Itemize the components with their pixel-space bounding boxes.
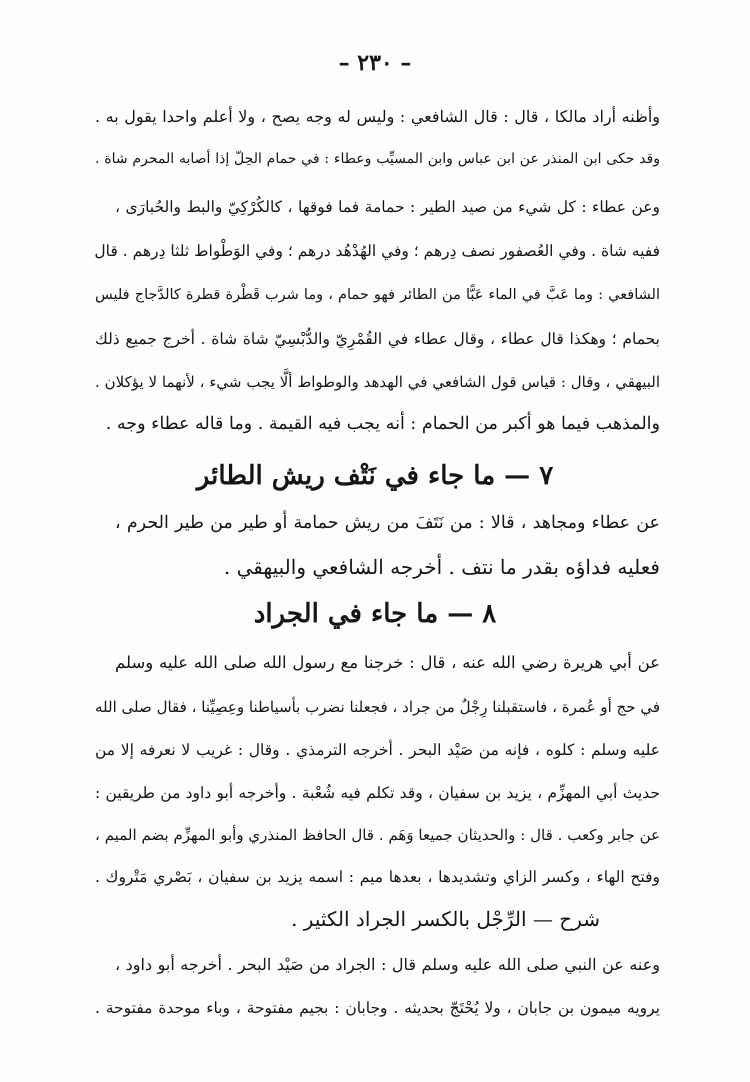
text-line: وعنه عن النبي صلى الله عليه وسلم قال : الجراد من صَيْد البحر . أخرجه أبو داود ، bbox=[115, 955, 661, 974]
text-line: يرويه ميمون بن جابان ، ولا يُحْتَجّ بحديثه . وجابان : بجيم مفتوحة ، وباء موحدة مفتوحة . bbox=[95, 999, 660, 1017]
text-line: عن عطاء ومجاهد ، قالا : من نَتَفَ من ريش حمامة أو طير من طير الحرم ، bbox=[115, 513, 660, 533]
text-line: وفتح الهاء ، وكسر الزاي وتشديدها ، بعدها ميم : اسمه يزيد بن سفيان ، بَصْري مَتْروك . bbox=[95, 868, 660, 886]
text-line: البيهقي ، وقال : قياس قول الشافعي في الهدهد والوطواط ألَّا يجب شيء ، لأنهما لا يؤكلان . bbox=[95, 373, 660, 391]
text-line: وعن عطاء : كل شيء من صيد الطير : حمامة فما فوقها ، كالكُرْكِيّ والبط والحُبارَى ، bbox=[115, 198, 660, 216]
text-line: فعليه فداؤه بقدر ما نتف . أخرجه الشافعي والبيهقي . bbox=[223, 555, 660, 579]
text-line: حديث أبي المهزِّم ، يزيد بن سفيان ، وقد تكلم فيه شُعْبة . وأخرجه أبو داود من طريقين : bbox=[95, 784, 660, 802]
section-heading: ٨ — ما جاء في الجراد bbox=[253, 599, 497, 629]
text-line: بحمام ؛ وهكذا قال عطاء ، وقال عطاء في القُمْرِيّ والدُّبْسِيّ شاة شاة . أخرج جميع ذلك bbox=[95, 330, 660, 348]
text-line: والمذهب فيما هو أكبر من الحمام : أنه يجب فيه القيمة . وما قاله عطاء وجه . bbox=[105, 414, 660, 434]
text-line: شرح — الرِّجْل بالكسر الجراد الكثير . bbox=[291, 907, 600, 931]
text-line: وقد حكى ابن المنذر عن ابن عباس وابن المسيِّب وعطاء : في حمام الحِلّ إذا أصابه المحرم شاة . bbox=[95, 151, 660, 167]
text-line: عن أبي هريرة رضي الله عنه ، قال : خرجنا مع رسول الله صلى الله عليه وسلم bbox=[115, 653, 660, 672]
text-line: ففيه شاة . وفي العُصفور نصف دِرهم ؛ وفي الهُدْهُد درهم ؛ وفي الوَطْواط ثلثا دِرهم . قال bbox=[94, 242, 660, 260]
page-number: – ٢٣٠ – bbox=[338, 50, 412, 76]
text-line: عليه وسلم : كلوه ، فإنه من صَيْد البحر . أخرجه الترمذي . وقال : غريب لا نعرفه إلا من bbox=[95, 741, 660, 759]
text-line: في حج أو عُمرة ، فاستقبلنا رِجْلٌ من جراد ، فجعلنا نضرب بأسياطنا وعِصِيِّنا ، فقال صلى الله bbox=[95, 698, 660, 716]
text-line: وأظنه أراد مالكا ، قال : قال الشافعي : وليس له وجه يصح ، ولا أعلم واحدا يقول به . bbox=[95, 107, 660, 126]
text-line: الشافعي : وما عَبَّ في الماء عَبًّا من الطائر فهو حمام ، وما شرب قَطْرة قطرة كالدَّجاج فليس bbox=[95, 287, 660, 303]
section-heading: ٧ — ما جاء في نَتْف ريش الطائر bbox=[196, 461, 554, 491]
text-line: عن جابر وكعب . قال : والحديثان جميعا وَهَم . قال الحافظ المنذري وأبو المهزِّم بضم الميم ، bbox=[95, 826, 660, 844]
